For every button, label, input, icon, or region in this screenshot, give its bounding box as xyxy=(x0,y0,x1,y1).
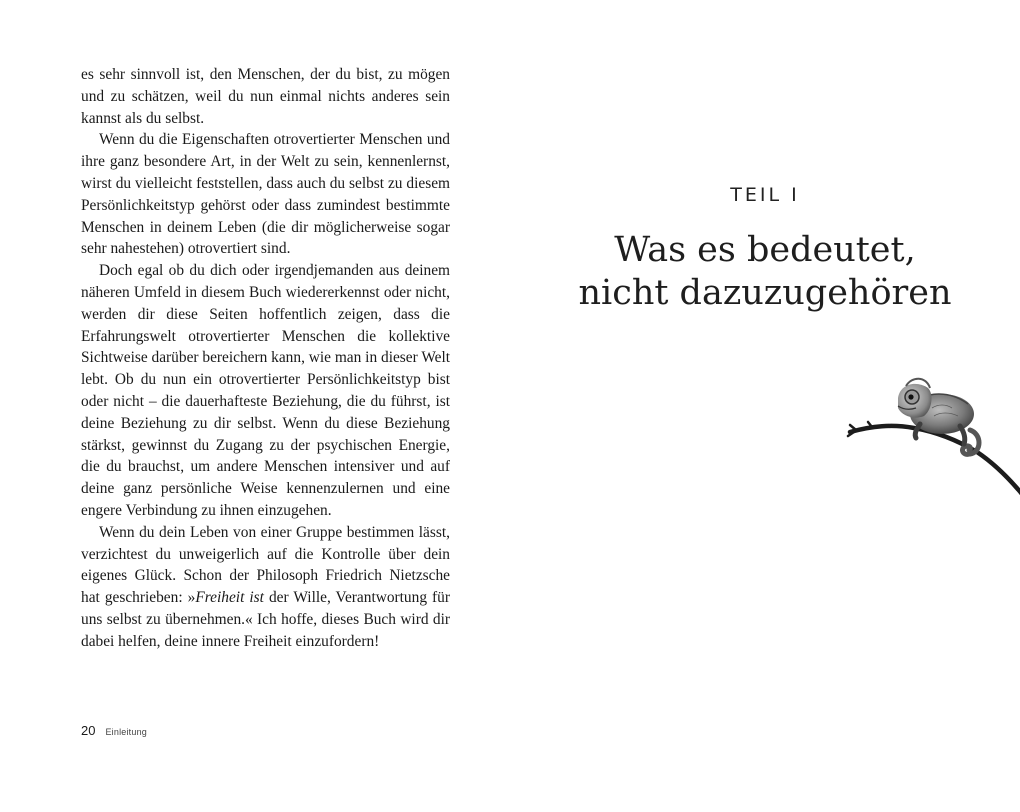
paragraph-4-part1: Wenn du dein Leben von einer Gruppe bestimmen lässt, verzichtest du unweigerlich auf die Kontrolle über dein eigenes Glück. Schon der Philosoph Friedrich Nietzsche hat geschrieben: » xyxy=(81,523,450,607)
paragraph-1: es sehr sinnvoll ist, den Menschen, der du bist, zu mögen und zu schätzen, weil du nun einmal nichts anderes sein kannst als du selbst. xyxy=(81,66,450,127)
chameleon-image xyxy=(842,370,1020,500)
part-title-line-1: Was es bedeutet, xyxy=(614,230,916,270)
running-head: Einleitung xyxy=(105,727,147,737)
page-number: 20 xyxy=(81,723,96,738)
page-footer xyxy=(81,723,147,738)
branch xyxy=(850,426,1020,494)
quote-emphasis: Freiheit ist xyxy=(195,589,264,607)
part-title-line-2: nicht dazuzugehören xyxy=(578,273,952,313)
paragraph-3: Doch egal ob du dich oder irgendjemanden aus deinem näheren Umfeld in diesem Buch wiedererkennst oder nicht, werden dir diese Seiten hoffentlich zeigen, dass die Erfahrungswelt otrovertierter Menschen die kollektive Sichtweise darüber bereichern kann, wie man in dieser Welt lebt. Ob du nun ein otrovertierter Persönlichkeitstyp bist oder nicht – die dauerhafteste Beziehung, die du führst, ist deine Beziehung zu dir selbst. Wenn du diese Beziehung stärkst, gewinnst du Zugang zu der psychischen Energie, die du brauchst, um andere Menschen intensiver und auf deine ganz persönliche Weise kennenzulernen und eine engere Verbindung zu ihnen einzugehen. xyxy=(81,262,450,519)
paragraph-4 xyxy=(81,522,450,653)
body-text xyxy=(81,64,450,653)
part-title xyxy=(510,229,1020,315)
right-page xyxy=(510,0,1020,812)
paragraph-4-part2: der Wille, Verantwortung für uns selbst zu übernehmen.« Ich hoffe, dieses Buch wird dir dabei helfen, deine innere Freiheit einzufordern! xyxy=(81,589,450,650)
paragraph-2: Wenn du die Eigenschaften otrovertierter Menschen und ihre ganz besondere Art, in der Welt zu sein, kennenlernst, wirst du vielleicht feststellen, dass auch du selbst zu diesem Persönlichkeitstyp gehörst oder dass zumindest bestimmte Menschen in deinem Leben (die dir möglicherweise sogar sehr nahestehen) otrovertiert sind. xyxy=(81,131,450,258)
part-label: TEIL I xyxy=(730,184,800,206)
